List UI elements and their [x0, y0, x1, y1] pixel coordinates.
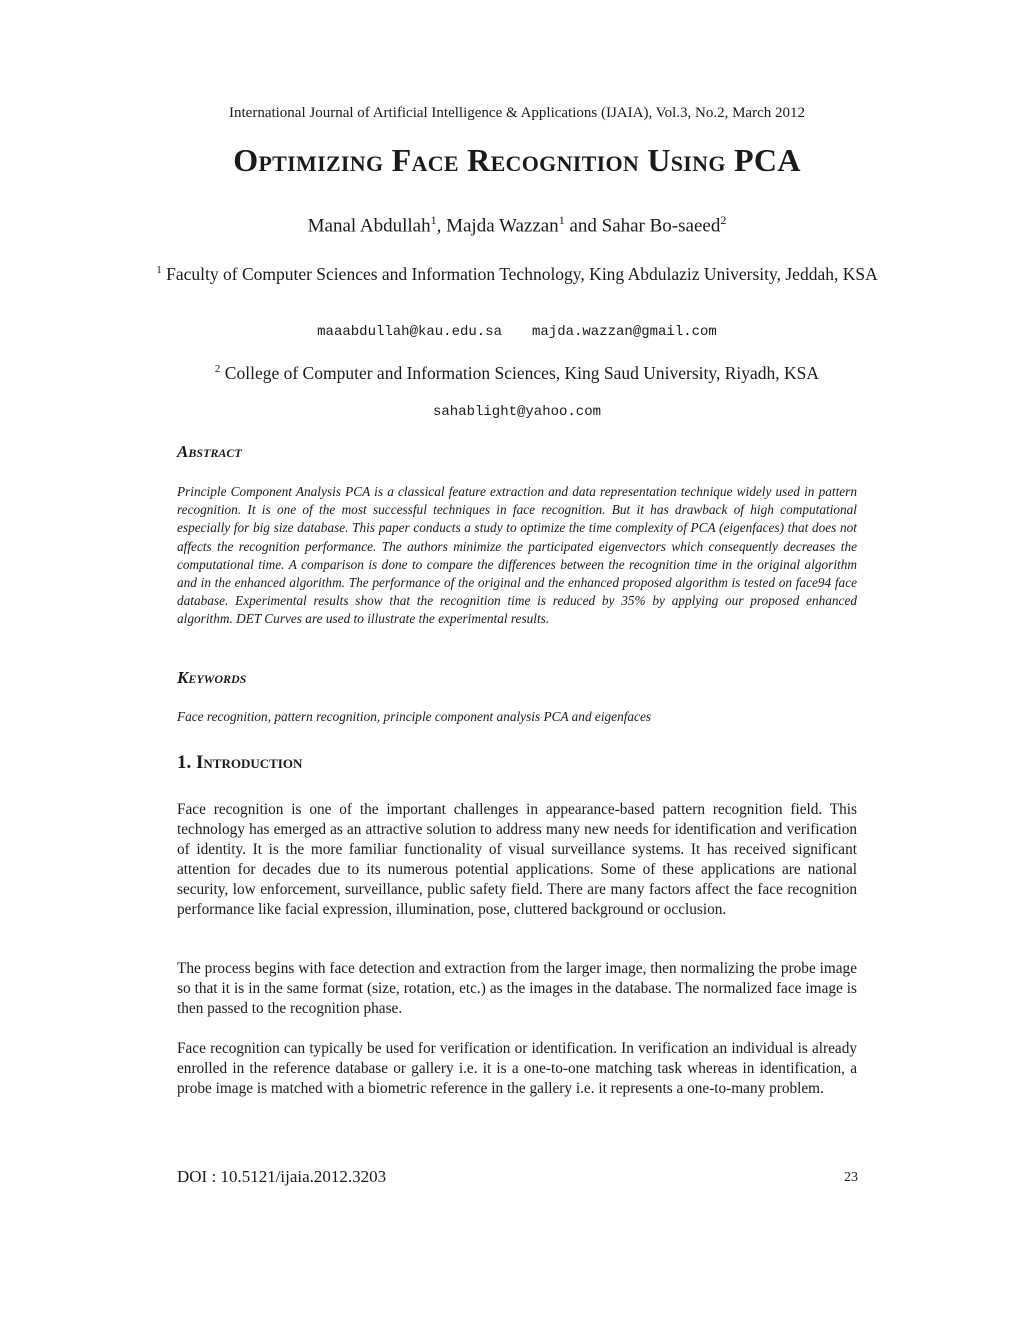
author-affil-marker: 2 — [720, 213, 727, 227]
author-separator: , — [436, 215, 447, 237]
affiliation-1 — [150, 259, 884, 285]
introduction-heading: 1. Introduction — [177, 752, 303, 773]
author-name: Manal Abdullah — [307, 215, 431, 237]
intro-paragraph: Face recognition is one of the important challenges in appearance-based pattern recognition field. This technology has emerged as an attractive solution to address many new needs for identification and verification of identity. It is the more familiar functionality of visual surveillance systems. It has received significant attention for decades due to its numerous potential applications. Some of these applications are national security, low enforcement, surveillance, public safety field. There are many factors affect the face recognition performance like facial expression, illumination, pose, cluttered background or occlusion. — [177, 801, 857, 918]
affiliation-1-emails — [0, 324, 1024, 340]
page-number: 23 — [844, 1170, 858, 1185]
email-address: majda.wazzan@gmail.com — [532, 324, 717, 340]
author-name: Sahar Bo-saeed — [601, 215, 721, 237]
paper-title: Optimizing Face Recognition Using PCA — [233, 142, 801, 178]
author-list — [0, 213, 1024, 237]
author-name: Majda Wazzan — [446, 215, 559, 237]
email-address: maaabdullah@kau.edu.sa — [317, 324, 502, 340]
affiliation-text: Faculty of Computer Sciences and Information Technology, King Abdulaziz University, Jeddah, KSA — [161, 263, 878, 284]
author-separator: and — [564, 215, 602, 237]
abstract-heading: Abstract — [177, 442, 242, 461]
footer-doi: DOI : 10.5121/ijaia.2012.3203 — [177, 1167, 387, 1186]
intro-paragraph: The process begins with face detection and extraction from the larger image, then normalizing the probe image so that it is in the same format (size, rotation, etc.) as the images in the database. The normalized face image is then passed to the recognition phase. — [177, 960, 857, 1017]
author-affil-marker: 1 — [430, 213, 437, 227]
affiliation-2-emails — [0, 404, 1024, 420]
email-address: sahablight@yahoo.com — [432, 404, 602, 420]
keywords-text: Face recognition, pattern recognition, principle component analysis PCA and eigenfaces — [177, 709, 652, 724]
journal-header: International Journal of Artificial Intelligence & Applications (IJAIA), Vol.3, No.2, March 2012 — [229, 105, 805, 121]
affiliation-marker: 2 — [214, 363, 221, 375]
author-affil-marker: 1 — [558, 213, 565, 227]
intro-paragraph: Face recognition can typically be used for verification or identification. In verification an individual is already enrolled in the reference database or gallery i.e. it is a one-to-one matching task whereas in identification, a probe image is matched with a biometric reference in the gallery i.e. it represents a one-to-many problem. — [177, 1040, 857, 1097]
affiliation-2 — [150, 358, 884, 384]
abstract-text: Principle Component Analysis PCA is a classical feature extraction and data representation technique widely used in pattern recognition. It is one of the most successful techniques in face recognition. But it has drawback of high computational especially for big size database. This paper conducts a study to optimize the time complexity of PCA (eigenfaces) that does not affects the recognition performance. The authors minimize the participated eigenvectors which consequently decreases the computational time. A comparison is done to compare the differences between the recognition time in the original algorithm and in the enhanced algorithm. The performance of the original and the enhanced proposed algorithm is tested on face94 face database. Experimental results show that the recognition time is reduced by 35% by applying our proposed enhanced algorithm. DET Curves are used to illustrate the experimental results. — [177, 484, 857, 627]
affiliation-marker: 1 — [156, 264, 162, 276]
affiliation-text: College of Computer and Information Sciences, King Saud University, Riyadh, KSA — [220, 362, 820, 383]
keywords-heading: Keywords — [177, 668, 247, 687]
